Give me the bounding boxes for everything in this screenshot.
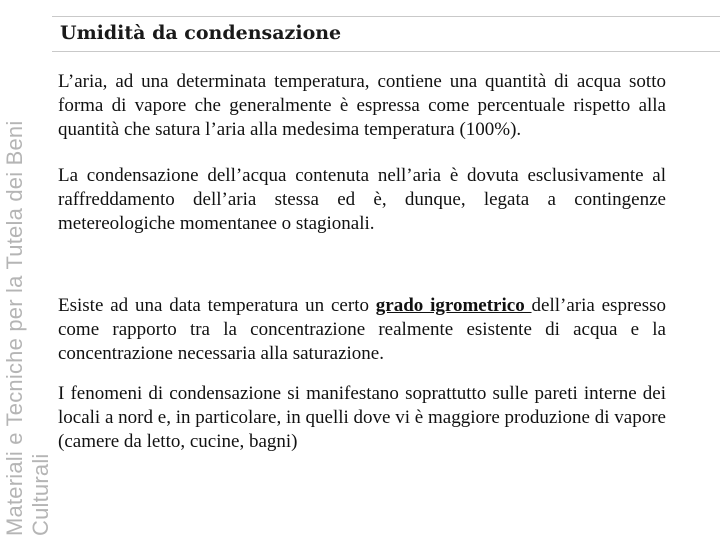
course-title-line2: Culturali [28,453,53,536]
paragraph-2: La condensazione dell’acqua contenuta nell’aria è dovuta esclusivamente al raffreddamento dell’aria stessa ed è, dunque, legata a contingenze metereologiche momentanee o stagionali. [58,165,666,234]
paragraph-4: I fenomeni di condensazione si manifestano soprattutto sulle pareti interne dei locali a nord e, in particolare, in quelli dove vi è maggiore produzione di vapore (camere da letto, cucine, bagni) [58,383,666,452]
paragraph-3 [58,294,666,366]
paragraph-1: L’aria, ad una determinata temperatura, contiene una quantità di acqua sotto forma di vapore che generalmente è espressa come percentuale rispetto alla quantità che satura l’aria alla medesima temperatura (100%). [58,71,666,140]
slide-title: Umidità da condensazione [60,22,342,44]
course-sidebar-label [0,0,58,540]
term-grado-igrometrico: grado igrometrico [375,295,532,316]
course-title-line1: Materiali e Tecniche per la Tutela dei Beni [2,120,27,536]
paragraph-3-rest: dell’aria espresso come rapporto tra la concentrazione realmente esistente di acqua e la concentrazione necessaria alla saturazione. [58,295,666,364]
slide-body [58,70,666,454]
paragraph-3-lead: Esiste ad una data temperatura un certo [58,295,376,316]
